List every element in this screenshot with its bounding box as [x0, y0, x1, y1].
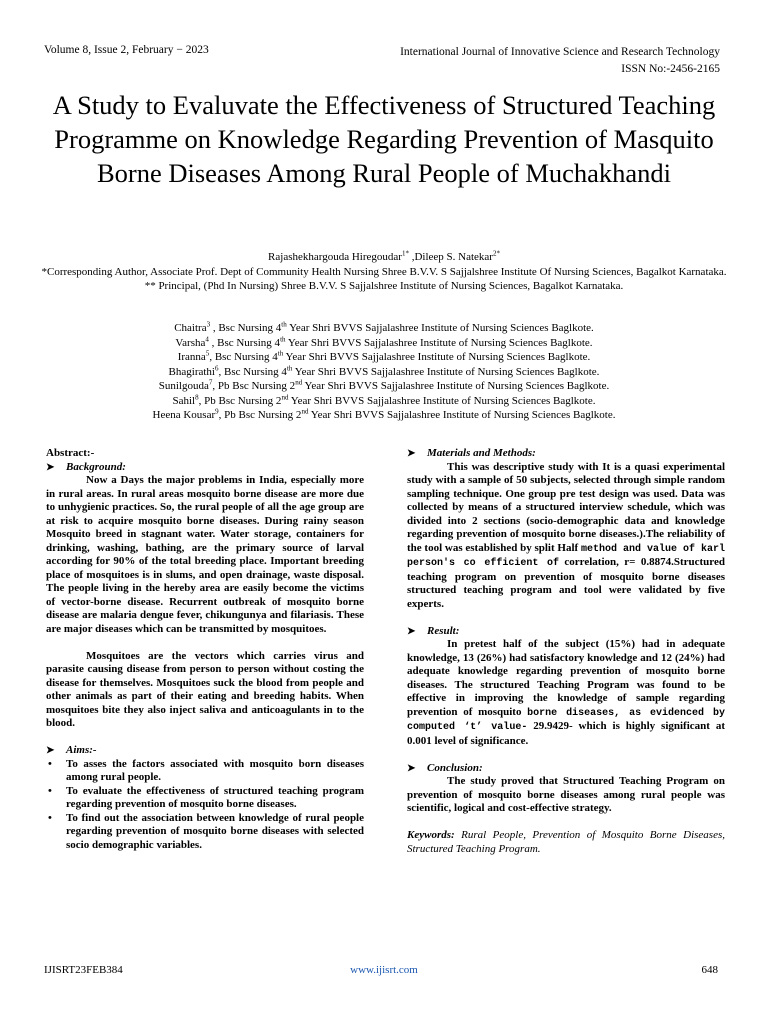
principal-affiliation: ** Principal, (Phd In Nursing) Shree B.V.V. S Sajjalshree Institute of Nursing Sciences, Bagalkot Karnataka. — [144, 280, 624, 292]
journal-header — [400, 44, 720, 78]
aim-item: • To evaluate the effectiveness of structured teaching program regarding prevention of mosquito borne diseases. — [46, 785, 364, 812]
abstract-label: Abstract:- — [46, 447, 95, 459]
methods-heading: ➤ Materials and Methods: — [407, 447, 536, 459]
abstract-right-column — [407, 447, 725, 856]
aim-item: • To find out the association between knowledge of rural people regarding prevention of mosquito borne diseases with selected socio demographic variables. — [46, 812, 364, 853]
journal-url-link[interactable]: www.ijisrt.com — [350, 964, 418, 976]
issn: ISSN No:-2456-2165 — [621, 63, 720, 75]
member-line: Sahil$^8$, Pb Bsc Nursing 2nd Year Shri BVVS Sajjalashree Institute of Nursing Sciences Baglkote. — [172, 392, 596, 407]
member-line: Varsha$^4$ , Bsc Nursing 4th Year Shri BVVS Sajjalashree Institute of Nursing Sciences Baglkote. — [175, 334, 593, 349]
result-heading: ➤ Result: — [407, 624, 460, 637]
corresponding-author: *Corresponding Author, Associate Prof. Dept of Community Health Nursing Shree B.V.V. S Sajjalshree Institute Of Nursing Sciences, Bagalkot Karnataka. — [41, 265, 727, 278]
background-paragraph-2: Mosquitoes are the vectors which carries virus and parasite causing disease from person to person without costing the disease for themselves. Mosquitoes suck the blood from people and other animals as part of their eating and breeding habits. When mosquitoes bite they also inject saliva and anticoagulants in to the blood. — [46, 649, 364, 729]
arrow-bullet-icon: ➤ — [46, 745, 55, 756]
keywords: Keywords: Rural People, Prevention of Mosquito Borne Diseases, Structured Teaching Program. — [407, 829, 725, 855]
page-number: 648 — [701, 964, 718, 976]
member-line: Heena Kousar$^9$, Pb Bsc Nursing 2nd Year Shri BVVS Sajjalashree Institute of Nursing Sciences Baglkote. — [152, 407, 616, 421]
conclusion-heading: ➤ Conclusion: — [407, 761, 483, 774]
aims-heading: ➤ Aims:- — [46, 744, 97, 756]
volume-issue: Volume 8, Issue 2, February − 2023 — [44, 44, 209, 56]
member-line: Chaitra$^3$ , Bsc Nursing 4th Year Shri BVVS Sajjalashree Institute of Nursing Sciences Baglkote. — [174, 320, 594, 334]
background-paragraph-1: Now a Days the major problems in India, especially more in rural areas. In rural areas mosquito borne disease are more due to unhygienic practices. So, the rural people of all the age group are at risk to acquire mosquito borne diseases. During rainy season Mosquito breed in stagnant water. Water storage, containers for drinking, washing, bathing, are the primary source of larval according for 90% of the total breeding place. Important breeding place of mosquitoes is in slums, and open drainage, waste disposal. The people living in the hereby area are easily become the victims of vector-borne disease. Recurrent outbreak of mosquito borne disease are malaria dengue fever, chikungunya and filariasis. These are major diseases which can be transmitted by mosquitoes. — [46, 474, 364, 635]
member-list — [40, 321, 728, 423]
result-paragraph: In pretest half of the subject (15%) had in adequate knowledge, 13 (26%) had satisfactory knowledge and 12 (24%) had adequate knowledge regarding prevention of mosquito borne diseases. The structured Teaching Program was found to be effective in improving the knowledge of sample regarding prevention of mosquito borne diseases, as evidenced by computed ‘t’ value- 29.9429- which is highly significant at 0.001 level of significance. — [407, 638, 725, 747]
aims-list — [46, 758, 364, 853]
arrow-bullet-icon: ➤ — [407, 625, 416, 637]
paper-title: A Study to Evaluvate the Effectiveness of Structured Teaching Programme on Knowledge Regarding Prevention of Masquito Borne Diseases Among Rural People of Muchakhandi — [52, 90, 716, 188]
background-heading: ➤ Background: — [46, 460, 126, 473]
author-names: Rajashekhargouda Hiregoudar$^{1*}$ ,Dileep S. Natekar$^{2*}$ — [268, 249, 500, 263]
conclusion-paragraph: The study proved that Structured Teaching Program on prevention of mosquito borne diseases among rural people was scientific, logical and cost-effective strategy. — [407, 775, 725, 814]
author-block — [40, 250, 728, 294]
member-line: Iranna$^5$, Bsc Nursing 4th Year Shri BVVS Sajjalashree Institute of Nursing Sciences Baglkote. — [177, 349, 591, 363]
member-line: Sunilgouda$^7$, Pb Bsc Nursing 2nd Year Shri BVVS Sajjalashree Institute of Nursing Sciences Baglkote. — [158, 378, 610, 392]
aim-item: • To asses the factors associated with mosquito born diseases among rural people. — [46, 758, 364, 785]
methods-paragraph: This was descriptive study with It is a quasi experimental study with a sample of 50 subjects, selected through simple random sampling technique. One group pre test design was used. Data was collected by means of a structured interview schedule, which was divided into 2 sections (socio-demographic data and knowledge regarding prevention of mosquito borne diseases.).The reliability of the tool was established by split Half method and value of karl person's co efficient of correlation, r= 0.8874.Structured teaching program on prevention of mosquito borne diseases structured teaching program and tool were validated by five experts. — [407, 460, 725, 610]
arrow-bullet-icon: ➤ — [407, 448, 416, 459]
arrow-bullet-icon: ➤ — [407, 762, 416, 774]
arrow-bullet-icon: ➤ — [46, 461, 55, 473]
article-id: IJISRT23FEB384 — [44, 964, 123, 976]
member-line: Bhagirathi$^6$, Bsc Nursing 4th Year Shri BVVS Sajjalashree Institute of Nursing Sciences Baglkote. — [168, 363, 600, 378]
journal-name: International Journal of Innovative Science and Research Technology — [400, 46, 720, 58]
abstract-left-column — [46, 447, 364, 852]
